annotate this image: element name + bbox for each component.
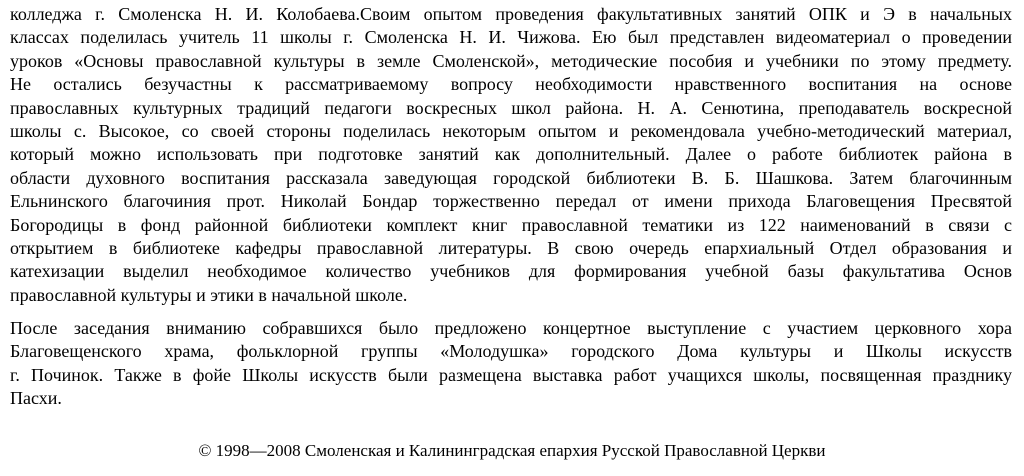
text-line: уроков «Основы православной культуры в земле Смоленской», методические пособия и учебники по этому предмету.	[10, 50, 1012, 71]
text-line: открытием в библиотеке кафедры православной литературы. В свою очередь епархиальный Отдел образования и	[10, 237, 1012, 258]
text-line: Не остались безучастны к рассматриваемому вопросу необходимости нравственного воспитания на основе	[10, 74, 1012, 95]
paragraph-1	[10, 3, 1012, 307]
text-line: После заседания вниманию собравшихся было предложено концертное выступление с участием церковного хора	[10, 318, 1012, 339]
text-line: который можно использовать при подготовке занятий как дополнительный. Далее о работе библиотек района в	[10, 144, 1012, 165]
text-line: колледжа г. Смоленска Н. И. Колобаева.Своим опытом проведения факультативных занятий ОПК и Э в начальных	[10, 4, 1012, 24]
text-line: г. Починок. Также в фойе Школы искусств были размещена выставка работ учащихся школы, посвященная празднику	[10, 364, 1012, 385]
text-line: православной культуры и этики в начальной школе.	[10, 284, 408, 305]
paragraph-2	[10, 317, 1012, 411]
text-line: школы с. Высокое, со своей стороны поделилась некоторым опытом и рекомендовала учебно-методический материал,	[10, 120, 1012, 141]
text-line: Ельнинского благочиния прот. Николай Бондар торжественно передал от имени прихода Благовещения Пресвятой	[10, 191, 1012, 212]
text-line: Богородицы в фонд районной библиотеки комплект книг православной тематики из 122 наименований в связи с	[10, 214, 1012, 235]
footer-copyright: © 1998—2008 Смоленская и Калининградская епархия Русской Православной Церкви	[198, 441, 826, 460]
text-line: Благовещенского храма, фольклорной группы «Молодушка» городского Дома культуры и Школы искусств	[10, 341, 1012, 362]
text-line: классах поделилась учитель 11 школы г. Смоленска Н. И. Чижова. Ею был представлен видеоматериал о проведении	[10, 27, 1012, 48]
article-body	[10, 3, 1012, 421]
text-line: катехизации выделил необходимое количество учебников для формирования учебной базы факультатива Основ	[10, 261, 1012, 282]
text-line: Пасхи.	[10, 388, 62, 409]
text-line: православных культурных традиций педагоги воскресных школ района. Н. А. Сенютина, преподаватель воскресной	[10, 97, 1012, 118]
text-line: области духовного воспитания рассказала заведующая городской библиотеки В. Б. Шашкова. Затем благочинным	[10, 167, 1012, 188]
